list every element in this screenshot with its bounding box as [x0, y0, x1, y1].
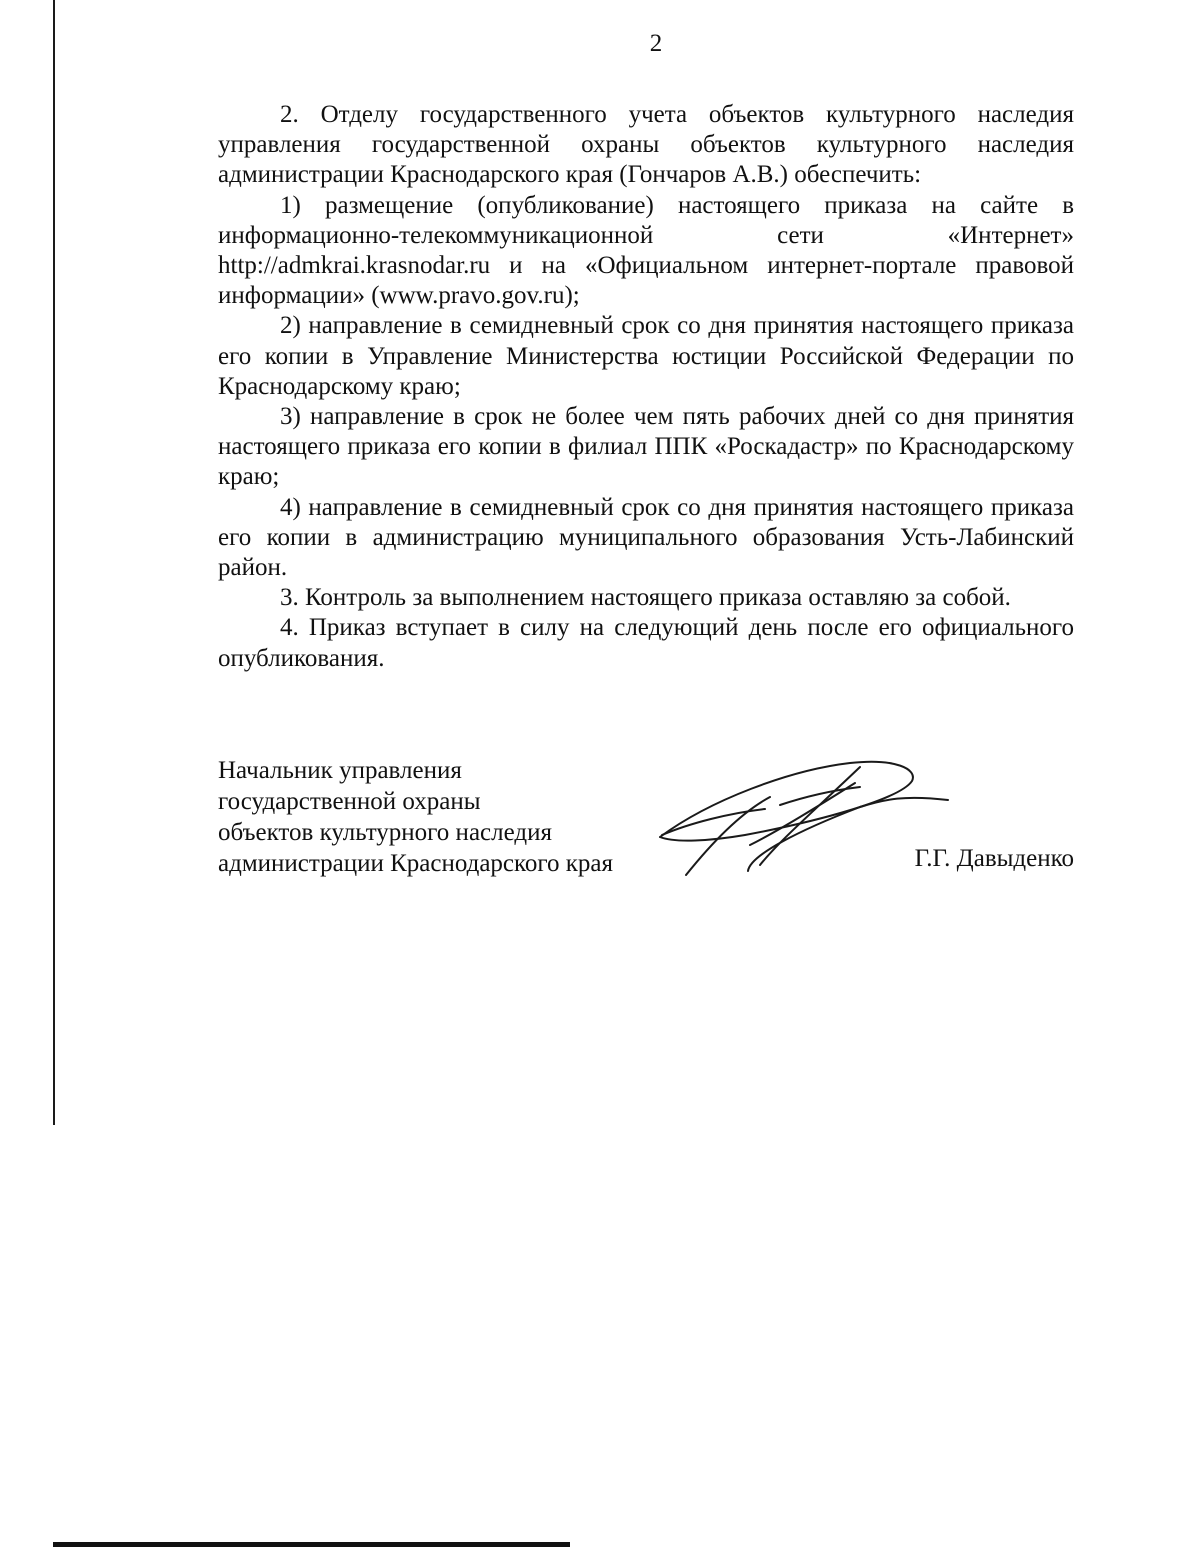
scan-bottom-bar: [53, 1542, 570, 1547]
signer-position-line: государственной охраны: [218, 788, 481, 815]
signer-position-line: объектов культурного наследия: [218, 819, 552, 846]
scan-edge-line: [53, 0, 55, 1125]
paragraph-item-4: 4. Приказ вступает в силу на следующий день после его официального опубликования.: [218, 614, 1074, 672]
paragraph-item-2: 2. Отделу государственного учета объектов культурного наследия управления государственной охраны объектов культурного наследия администрации Краснодарского края (Гончаров А.В.) обеспечить:: [218, 101, 1074, 189]
document-body: [218, 100, 1074, 674]
signer-position: [218, 755, 648, 879]
signer-position-line: Начальник управления: [218, 757, 462, 784]
page-number: 2: [649, 30, 663, 57]
signer-position-line: администрации Краснодарского края: [218, 850, 614, 877]
paragraph-subitem-3: 3) направление в срок не более чем пять рабочих дней со дня принятия настоящего приказа его копии в филиал ППК «Роскадастр» по Краснодарскому краю;: [218, 403, 1074, 491]
paragraph-item-3: 3. Контроль за выполнением настоящего приказа оставляю за собой.: [280, 584, 1011, 612]
paragraph-subitem-1: 1) размещение (опубликование) настоящего приказа на сайте в информационно-телекоммуникационной сети «Интернет» http://admkrai.krasnodar.ru и на «Официальном интернет-портале правовой информации» (www.pravo.gov.ru);: [218, 191, 1074, 310]
paragraph-subitem-4: 4) направление в семидневный срок со дня принятия настоящего приказа его копии в администрацию муниципального образования Усть-Лабинский район.: [218, 493, 1074, 582]
signer-name: Г.Г. Давыденко: [914, 845, 1074, 872]
paragraph-subitem-2: 2) направление в семидневный срок со дня принятия настоящего приказа его копии в Управление Министерства юстиции Российской Федерации по Краснодарскому краю;: [218, 312, 1074, 400]
